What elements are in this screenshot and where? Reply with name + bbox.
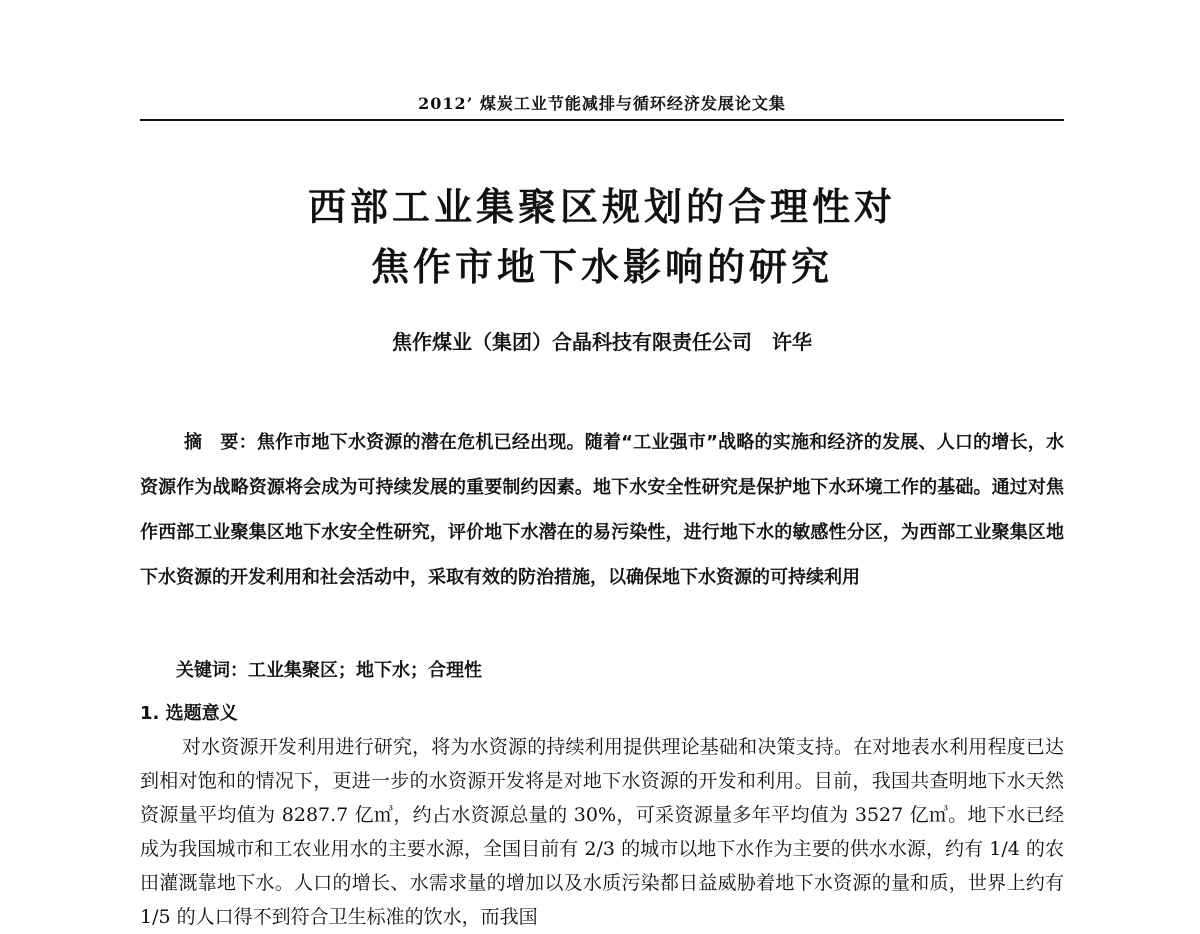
abstract-paragraph: 摘 要：焦作市地下水资源的潜在危机已经出现。随着“工业强市”战略的实施和经济的发展、人口的增长，水资源作为战略资源将会成为可持续发展的重要制约因素。地下水安全性研究是保护地下水环境工作的基础。通过对焦作西部工业聚集区地下水安全性研究，评价地下水潜在的易污染性，进行地下水的敏感性分区，为西部工业聚集区地下水资源的开发利用和社会活动中，采取有效的防治措施，以确保地下水资源的可持续利用: [140, 432, 1064, 588]
section-heading: 1. 选题意义: [140, 703, 238, 724]
running-header: 2012’ 煤炭工业节能减排与循环经济发展论文集: [418, 94, 786, 113]
author-affiliation: 焦作煤业（集团）合晶科技有限责任公司 许华: [392, 330, 812, 354]
article-title-line-1: 西部工业集聚区规划的合理性对: [307, 184, 896, 229]
article-title-line-2: 焦作市地下水影响的研究: [370, 244, 833, 289]
header-rule: [140, 119, 1064, 121]
keywords-line: 关键词：工业集聚区；地下水；合理性: [176, 660, 482, 681]
body-paragraph: 对水资源开发利用进行研究，将为水资源的持续利用提供理论基础和决策支持。在对地表水利用程度已达到相对饱和的情况下，更进一步的水资源开发将是对地下水资源的开发和利用。目前，我国共查明地下水天然资源量平均值为 8287.7 亿㎥，约占水资源总量的 30%，可采资源量多年平均值为 3527 亿㎥。地下水已经成为我国城市和工农业用水的主要水源，全国目前有 2/3 的城市以地下水作为主要的供水水源，约有 1/4 的农田灌溉靠地下水。人口的增长、水需求量的增加以及水质污染都日益威胁着地下水资源的量和质，世界上约有 1/5 的人口得不到符合卫生标准的饮水，而我国: [140, 736, 1064, 928]
